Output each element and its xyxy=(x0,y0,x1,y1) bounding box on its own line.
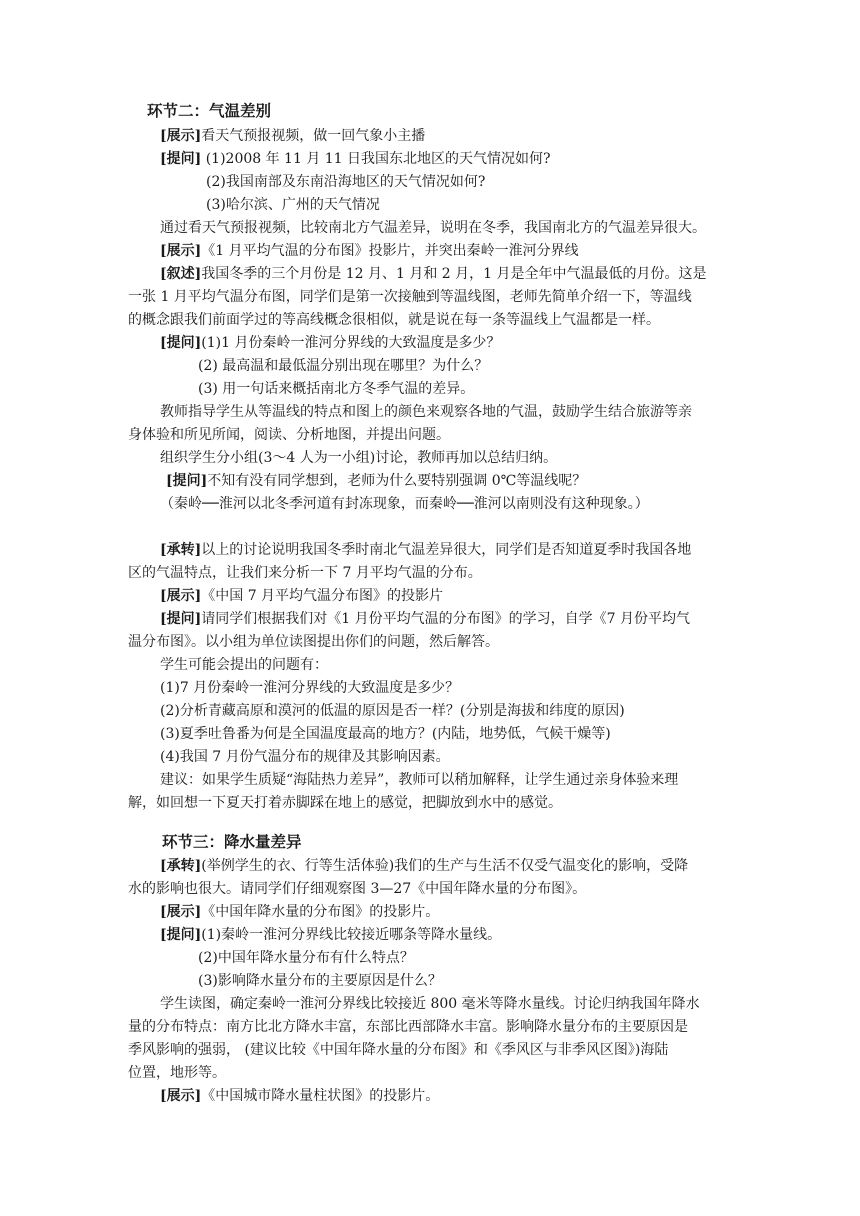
paragraph-line: 位置，地形等。 xyxy=(128,1065,226,1081)
paragraph-line: 身体验和所见所闻，阅读、分析地图，并提出问题。 xyxy=(128,427,450,443)
paragraph-line: 季风影响的强弱， (建议比较《中国年降水量的分布图》和《季风区与非季风区图》)海陆 xyxy=(128,1042,669,1058)
paragraph-line: [展示]《中国 7 月平均气温分布图》的投影片 xyxy=(160,588,444,604)
paragraph-line: [承转]以上的讨论说明我国冬季时南北气温差异很大，同学们是否知道夏季时我国各地 xyxy=(160,542,692,558)
paragraph-line: 教师指导学生从等温线的特点和图上的颜色来观察各地的气温，鼓励学生结合旅游等亲 xyxy=(160,404,692,420)
paragraph-line: [展示]《1 月平均气温的分布图》投影片，并突出秦岭一淮河分界线 xyxy=(160,243,579,259)
section-heading-3: 环节三：降水量差异 xyxy=(162,833,302,851)
paragraph-line: [展示]看天气预报视频，做一回气象小主播 xyxy=(160,128,426,144)
paragraph-line: 建议：如果学生质疑“海陆热力差异”，教师可以稍加解释，让学生通过亲身体验来理 xyxy=(160,772,679,788)
paragraph-line: (2)分析青藏高原和漠河的低温的原因是否一样？(分别是海拔和纬度的原因) xyxy=(160,703,625,719)
paragraph-line: (3)夏季吐鲁番为何是全国温度最高的地方？(内陆，地势低，气候干燥等) xyxy=(160,726,611,742)
paragraph-line: [展示]《中国年降水量的分布图》的投影片。 xyxy=(160,904,440,920)
section-heading-2: 环节二：气温差别 xyxy=(147,102,272,120)
paragraph-line: 通过看天气预报视频，比较南北方气温差异，说明在冬季，我国南北方的气温差异很大。 xyxy=(160,220,706,236)
paragraph-line: 的概念跟我们前面学过的等高线概念很相似，就是说在每一条等温线上气温都是一样。 xyxy=(128,312,660,328)
paragraph-line: [叙述]我国冬季的三个月份是 12 月、1 月和 2 月，1 月是全年中气温最低的月份。这是 xyxy=(160,266,707,282)
paragraph-line: [提问](1)秦岭一淮河分界线比较接近哪条等降水量线。 xyxy=(160,927,502,943)
paragraph-line: 组织学生分小组(3～4 人为一小组)讨论，教师再加以总结归纳。 xyxy=(160,450,558,466)
paragraph-line: [提问]请同学们根据我们对《1 月份平均气温的分布图》的学习，自学《7 月份平均气 xyxy=(160,611,690,627)
paragraph-line: [展示]《中国城市降水量柱状图》的投影片。 xyxy=(160,1088,440,1104)
paragraph-line: 温分布图》。以小组为单位读图提出你们的问题，然后解答。 xyxy=(128,634,499,650)
paragraph-line: [提问] (1)2008 年 11 月 11 日我国东北地区的天气情况如何? xyxy=(160,151,551,167)
paragraph-line: [承转](举例学生的衣、行等生活体验)我们的生产与生活不仅受气温变化的影响，受降 xyxy=(160,858,689,874)
paragraph-line: (2)我国南部及东南沿海地区的天气情况如何? xyxy=(206,174,486,190)
paragraph-line: 学生读图，确定秦岭一淮河分界线比较接近 800 毫米等降水量线。讨论归纳我国年降水 xyxy=(160,996,700,1012)
paragraph-line: (4)我国 7 月份气温分布的规律及其影响因素。 xyxy=(160,749,450,765)
paragraph-line: (2)中国年降水量分布有什么特点？ xyxy=(198,950,414,966)
paragraph-line: [提问](1)1 月份秦岭一淮河分界线的大致温度是多少？ xyxy=(160,335,501,351)
paragraph-line: (3) 用一句话来概括南北方冬季气温的差异。 xyxy=(198,381,475,397)
paragraph-line: (3)哈尔滨、广州的天气情况 xyxy=(206,197,380,213)
paragraph-line: （秦岭──淮河以北冬季河道有封冻现象，而秦岭──淮河以南则没有这种现象。） xyxy=(160,496,649,512)
paragraph-line: (3)影响降水量分布的主要原因是什么？ xyxy=(198,973,442,989)
paragraph-line: 区的气温特点，让我们来分析一下 7 月平均气温的分布。 xyxy=(128,565,482,581)
paragraph-line: 水的影响也很大。请同学们仔细观察图 3—27《中国年降水量的分布图》。 xyxy=(128,881,587,897)
paragraph-line: [提问]不知有没有同学想到，老师为什么要特别强调 0℃等温线呢？ xyxy=(166,473,587,489)
paragraph-line: 量的分布特点：南方比北方降水丰富，东部比西部降水丰富。影响降水量分布的主要原因是 xyxy=(128,1019,688,1035)
paragraph-line: (1)7 月份秦岭一淮河分界线的大致温度是多少？ xyxy=(160,680,460,696)
paragraph-line: 解，如回想一下夏天打着赤脚踩在地上的感觉，把脚放到水中的感觉。 xyxy=(128,795,562,811)
paragraph-line: 一张 1 月平均气温分布图，同学们是第一次接触到等温线图，老师先简单介绍一下，等温线 xyxy=(128,289,692,305)
paragraph-line: (2) 最高温和最低温分别出现在哪里？为什么？ xyxy=(198,358,489,374)
paragraph-line: 学生可能会提出的问题有： xyxy=(160,657,328,673)
